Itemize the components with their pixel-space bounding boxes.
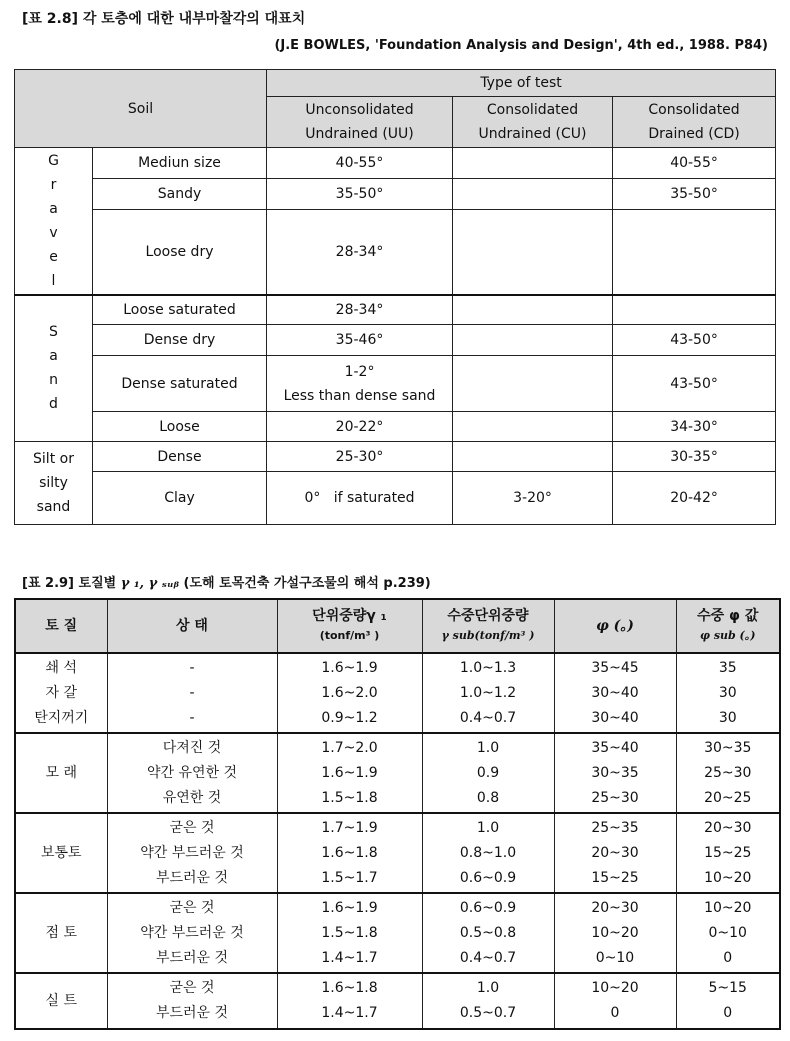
table2-title: [표 2.9] 토질별 γ ₁, γ ₛᵤᵦ (도해 토목건축 가설구조물의 해석 p.239) xyxy=(22,576,431,591)
phi-sub-cell: 20~30 15~25 10~20 xyxy=(676,813,780,893)
cell-uu: 35-46° xyxy=(267,325,453,356)
cell-cd xyxy=(613,210,776,295)
cell-uu: 0° if saturated xyxy=(267,472,453,525)
phi-cell: 35~45 30~40 30~40 xyxy=(554,653,676,733)
soil-ordinary: 보통토 xyxy=(15,813,107,893)
cell-cd: 43-50° xyxy=(613,356,776,412)
phi-cell: 10~20 0 xyxy=(554,973,676,1029)
table1-source: (J.E BOWLES, 'Foundation Analysis and Design', 4th ed., 1988. P84) xyxy=(274,38,768,53)
gamma-cell: 1.7~1.9 1.6~1.8 1.5~1.7 xyxy=(277,813,422,893)
row-name: Dense xyxy=(93,442,267,472)
phi-cell: 35~40 30~35 25~30 xyxy=(554,733,676,813)
cell-cd: 35-50° xyxy=(613,179,776,210)
soil-crushed-stone: 쇄 석 자 갈 탄지꺼기 xyxy=(15,653,107,733)
cell-uu: 20-22° xyxy=(267,412,453,442)
header-phi: φ (。) xyxy=(554,599,676,653)
group-sand: S a n d xyxy=(15,295,93,442)
header-uu: Unconsolidated Undrained (UU) xyxy=(267,97,453,148)
row-name: Clay xyxy=(93,472,267,525)
cell-cu xyxy=(453,442,613,472)
row-name: Mediun size xyxy=(93,148,267,179)
cell-cd xyxy=(613,295,776,325)
header-soil: Soil xyxy=(15,70,267,148)
state-cell: - - - xyxy=(107,653,277,733)
row-name: Loose dry xyxy=(93,210,267,295)
gamma-sub-cell: 1.0 0.8~1.0 0.6~0.9 xyxy=(422,813,554,893)
cell-cu xyxy=(453,412,613,442)
gamma-cell: 1.6~1.9 1.6~2.0 0.9~1.2 xyxy=(277,653,422,733)
header-sub-weight: 수중단위중량 γ sub(tonf/m³ ) xyxy=(422,599,554,653)
cell-cu: 3-20° xyxy=(453,472,613,525)
header-cu: Consolidated Undrained (CU) xyxy=(453,97,613,148)
cell-uu: 40-55° xyxy=(267,148,453,179)
soil-silt: 실 트 xyxy=(15,973,107,1029)
cell-uu: 28-34° xyxy=(267,210,453,295)
group-silt: Silt or silty sand xyxy=(15,442,93,525)
phi-cell: 25~35 20~30 15~25 xyxy=(554,813,676,893)
cell-cd: 30-35° xyxy=(613,442,776,472)
row-name: Dense dry xyxy=(93,325,267,356)
row-name: Loose xyxy=(93,412,267,442)
header-sub-phi: 수중 φ 값 φ sub (。) xyxy=(676,599,780,653)
phi-cell: 20~30 10~20 0~10 xyxy=(554,893,676,973)
cell-uu: 35-50° xyxy=(267,179,453,210)
cell-uu: 25-30° xyxy=(267,442,453,472)
phi-sub-cell: 5~15 0 xyxy=(676,973,780,1029)
header-soil: 토 질 xyxy=(15,599,107,653)
state-cell: 다져진 것 약간 유연한 것 유연한 것 xyxy=(107,733,277,813)
gamma-sub-cell: 1.0~1.3 1.0~1.2 0.4~0.7 xyxy=(422,653,554,733)
header-state: 상 태 xyxy=(107,599,277,653)
row-name: Dense saturated xyxy=(93,356,267,412)
gamma-cell: 1.7~2.0 1.6~1.9 1.5~1.8 xyxy=(277,733,422,813)
gamma-sub-cell: 1.0 0.5~0.7 xyxy=(422,973,554,1029)
cell-cd: 34-30° xyxy=(613,412,776,442)
row-name: Loose saturated xyxy=(93,295,267,325)
cell-cu xyxy=(453,325,613,356)
gamma-cell: 1.6~1.8 1.4~1.7 xyxy=(277,973,422,1029)
group-gravel: G r a v e l xyxy=(15,148,93,295)
header-unit-weight: 단위중량γ ₁ (tonf/m³ ) xyxy=(277,599,422,653)
cell-cd: 20-42° xyxy=(613,472,776,525)
soil-sand: 모 래 xyxy=(15,733,107,813)
phi-sub-cell: 30~35 25~30 20~25 xyxy=(676,733,780,813)
row-name: Sandy xyxy=(93,179,267,210)
soil-clay: 점 토 xyxy=(15,893,107,973)
state-cell: 굳은 것 부드러운 것 xyxy=(107,973,277,1029)
state-cell: 굳은 것 약간 부드러운 것 부드러운 것 xyxy=(107,893,277,973)
gamma-sub-cell: 0.6~0.9 0.5~0.8 0.4~0.7 xyxy=(422,893,554,973)
table1 xyxy=(14,69,776,525)
header-cd: Consolidated Drained (CD) xyxy=(613,97,776,148)
cell-cu xyxy=(453,356,613,412)
table1-title: [표 2.8] 각 토층에 대한 내부마찰각의 대표치 xyxy=(22,11,306,27)
cell-cd: 43-50° xyxy=(613,325,776,356)
cell-cu xyxy=(453,148,613,179)
state-cell: 굳은 것 약간 부드러운 것 부드러운 것 xyxy=(107,813,277,893)
cell-uu: 1-2° Less than dense sand xyxy=(267,356,453,412)
phi-sub-cell: 10~20 0~10 0 xyxy=(676,893,780,973)
header-type-of-test: Type of test xyxy=(267,70,776,97)
phi-sub-cell: 35 30 30 xyxy=(676,653,780,733)
table2 xyxy=(14,598,781,1030)
gamma-cell: 1.6~1.9 1.5~1.8 1.4~1.7 xyxy=(277,893,422,973)
gamma-sub-cell: 1.0 0.9 0.8 xyxy=(422,733,554,813)
cell-cu xyxy=(453,179,613,210)
cell-cd: 40-55° xyxy=(613,148,776,179)
cell-cu xyxy=(453,210,613,295)
cell-cu xyxy=(453,295,613,325)
cell-uu: 28-34° xyxy=(267,295,453,325)
